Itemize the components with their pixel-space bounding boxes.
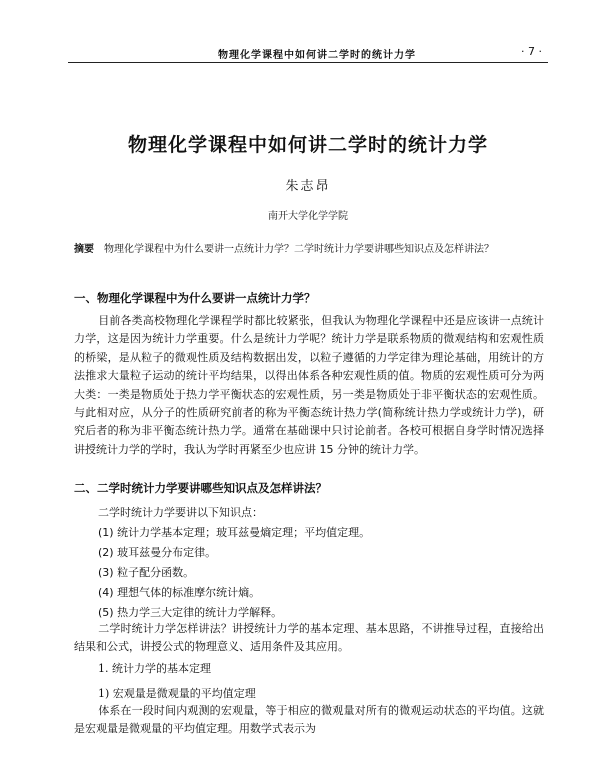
author-name: 朱志昂 (285, 179, 331, 194)
definition-paragraph: 体系在一段时间内观测的宏观量，等于相应的微观量对所有的微观运动状态的平均值。这就是宏观量是微观量的平均值定理。用数学式表示为 (74, 704, 544, 736)
author-affiliation: 南开大学化学学院 (268, 211, 348, 222)
list-item: (5) 热力学三大定律的统计力学解释。 (98, 606, 283, 619)
abstract-text: 物理化学课程中为什么要讲一点统计力学？二学时统计力学要讲哪些知识点及怎样讲法？ (104, 244, 494, 255)
abstract-label: 摘要 (74, 244, 94, 255)
list-item: (4) 理想气体的标准摩尔统计熵。 (98, 586, 261, 599)
method-paragraph: 二学时统计力学怎样讲法？讲授统计力学的基本定理、基本思路，不讲推导过程，直接给出结果和公式，讲授公式的物理意义、适用条件及其应用。 (74, 622, 544, 654)
list-item: (3) 粒子配分函数。 (98, 566, 195, 579)
list-item: (2) 玻耳兹曼分布定律。 (98, 546, 217, 559)
list-item: (1) 统计力学基本定理；玻耳兹曼熵定理；平均值定理。 (98, 526, 371, 539)
page-number: · 7 · (521, 45, 542, 58)
paper-title: 物理化学课程中如何讲二学时的统计力学 (127, 134, 488, 156)
page-header (68, 44, 548, 63)
subsection-heading: 1. 统计力学的基本定理 (98, 662, 211, 675)
abstract (74, 240, 554, 255)
section-1-heading: 一、物理化学课程中为什么要讲一点统计力学？ (74, 291, 316, 305)
section-2-heading: 二、二学时统计力学要讲哪些知识点及怎样讲法？ (74, 481, 327, 495)
subsubsection-heading: 1) 宏观量是微观量的平均值定理 (98, 687, 256, 700)
running-head: 物理化学课程中如何讲二学时的统计力学 (218, 50, 416, 61)
section-1-paragraph: 目前各类高校物理化学课程学时都比较紧张，但我认为物理化学课程中还是应该讲一点统计力学，这是因为统计力学重要。什么是统计力学呢？统计力学是联系物质的微观结构和宏观性质的桥梁，是从粒子的微观性质及结构数据出发，以粒子遵循的力学定律为理论基础，用统计的方法推求大量粒子运动的统计平均结果，以得出体系各种宏观性质的值。物质的宏观性质可分为两大类：一类是物质处于热力学平衡状态的宏观性质，另一类是物质处于非平衡状态的宏观性质。与此相对应，从分子的性质研究前者的称为平衡态统计热力学(简称统计热力学或统计力学)，研究后者的称为非平衡态统计热力学。通常在基础课中只讨论前者。各校可根据自身学时情况选择讲授统计力学的学时，我认为学时再紧至少也应讲 15 分钟的统计力学。 (74, 314, 544, 456)
section-2-intro: 二学时统计力学要讲以下知识点： (98, 506, 263, 519)
